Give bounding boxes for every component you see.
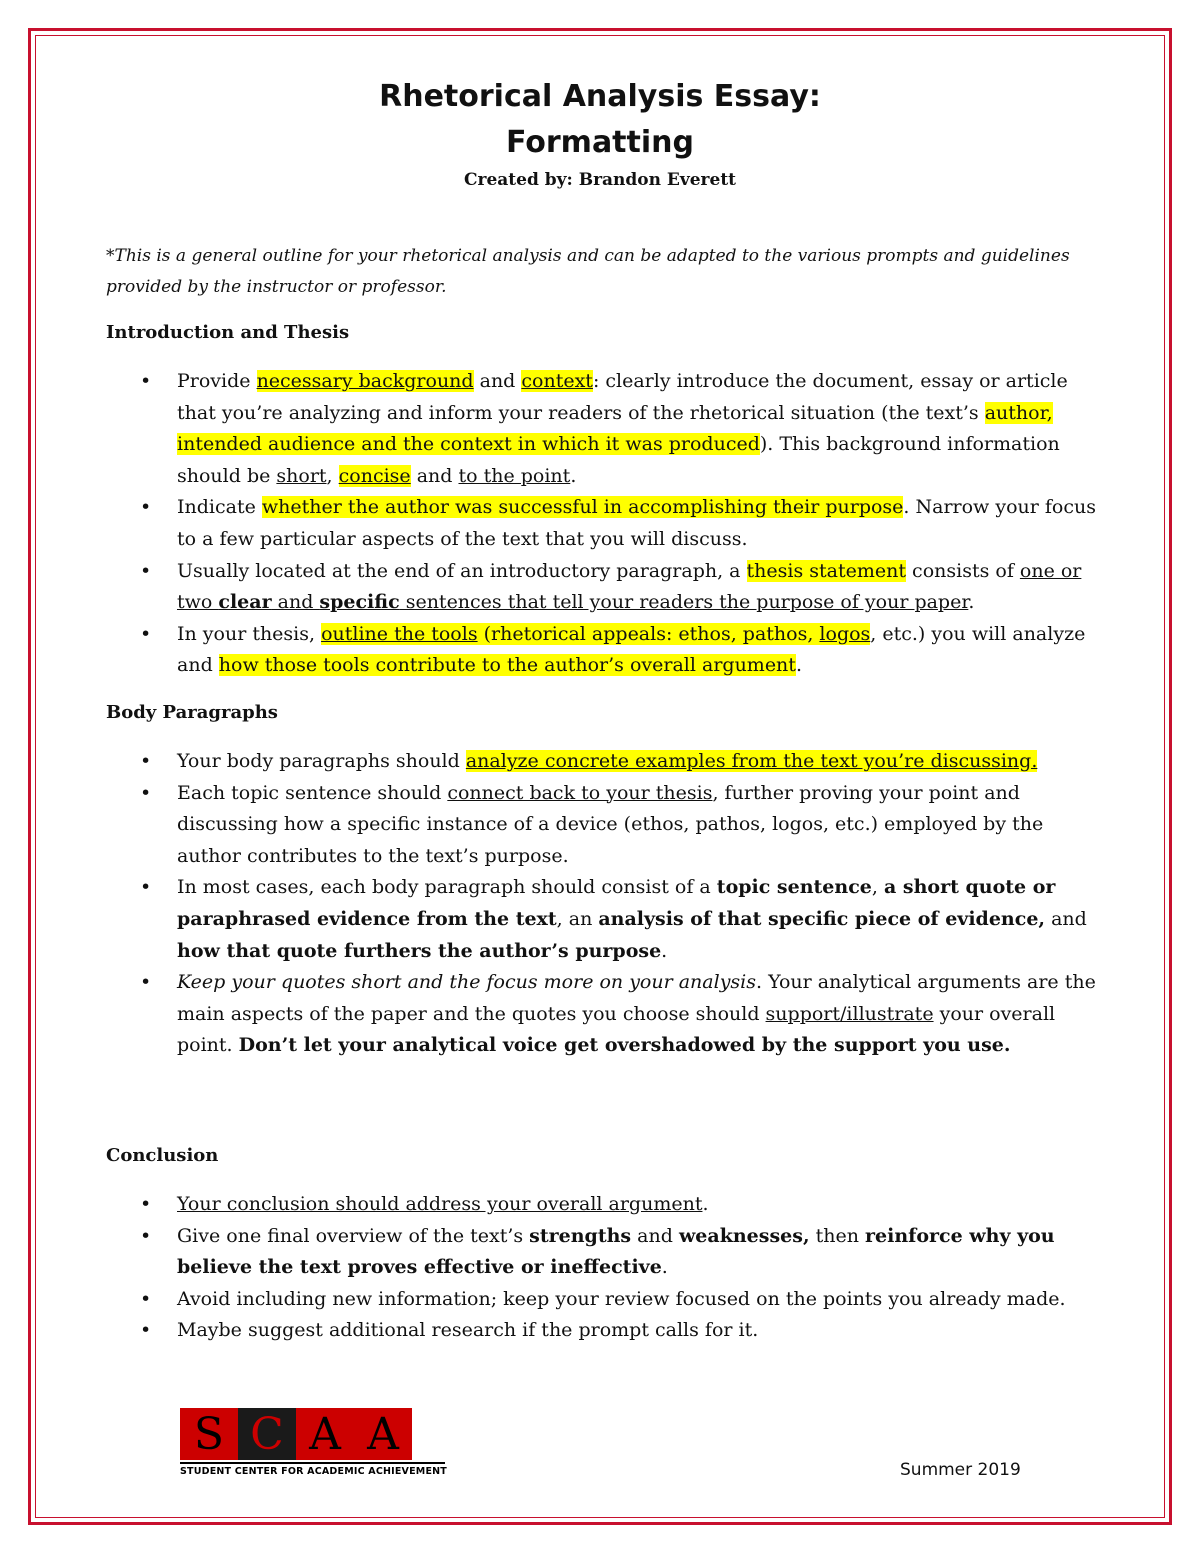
list-item: • Provide necessary background and context: clearly introduce the document, essay or article that you’re analyzing and inform your readers of the rhetorical situation (the text’s author, intended audience and the context in which it was produced). This background information should be short, concise and to the point. (106, 366, 1096, 492)
general-outline-note: *This is a general outline for your rhetorical analysis and can be adapted to the various prompts and guidelines provided by the instructor or professor. (106, 246, 1070, 297)
logo-letters (180, 1408, 445, 1460)
list-item: • Indicate whether the author was successful in accomplishing their purpose. Narrow your focus to a few particular aspects of the text that you will discuss. (106, 492, 1096, 555)
author-byline: Created by: Brandon Everett (463, 170, 737, 190)
list-item: • In your thesis, outline the tools (rhetorical appeals: ethos, pathos, logos, etc.) you will analyze and how those tools contribute to the author’s overall argument. (106, 619, 1096, 682)
list-item: • Your conclusion should address your overall argument. (106, 1189, 1096, 1221)
list-item: • Your body paragraphs should analyze concrete examples from the text you’re discussing. (106, 746, 1096, 778)
logo-tagline: STUDENT CENTER FOR ACADEMIC ACHIEVEMENT (180, 1462, 445, 1477)
list-item: • Each topic sentence should connect back to your thesis, further proving your point and discussing how a specific instance of a device (ethos, pathos, logos, etc.) employed by the author contributes to the text’s purpose. (106, 778, 1096, 873)
list-item: • Usually located at the end of an introductory paragraph, a thesis statement consists of one or two clear and specific sentences that tell your readers the purpose of your paper. (106, 556, 1096, 619)
page-title (0, 74, 1200, 166)
introduction-list (106, 366, 1096, 682)
title-line-2: Formatting (506, 125, 694, 160)
list-item: • Avoid including new information; keep your review focused on the points you already made. (106, 1284, 1096, 1316)
body-paragraphs-list (106, 746, 1096, 1062)
section-heading-conclusion: Conclusion (106, 1145, 219, 1166)
title-line-1: Rhetorical Analysis Essay: (379, 79, 821, 114)
list-item: • Maybe suggest additional research if the prompt calls for it. (106, 1315, 1096, 1347)
section-heading-body: Body Paragraphs (106, 702, 278, 723)
list-item: • Give one final overview of the text’s strengths and weaknesses, then reinforce why you believe the text proves effective or ineffective. (106, 1221, 1096, 1284)
list-item: • Keep your quotes short and the focus more on your analysis. Your analytical arguments are the main aspects of the paper and the quotes you choose should support/illustrate your overall point. Don’t let your analytical voice get overshadowed by the support you use. (106, 967, 1096, 1062)
list-item: • In most cases, each body paragraph should consist of a topic sentence, a short quote or paraphrased evidence from the text, an analysis of that specific piece of evidence, and how that quote furthers the author’s purpose. (106, 872, 1096, 967)
season-label: Summer 2019 (900, 1460, 1021, 1480)
logo-letter-s: S (180, 1408, 238, 1460)
logo-letter-c: C (238, 1408, 296, 1460)
logo-letter-a1: A (296, 1408, 354, 1460)
conclusion-list (106, 1189, 1096, 1347)
section-heading-introduction: Introduction and Thesis (106, 322, 350, 343)
logo-letter-a2: A (354, 1408, 412, 1460)
scaa-logo (180, 1408, 445, 1477)
